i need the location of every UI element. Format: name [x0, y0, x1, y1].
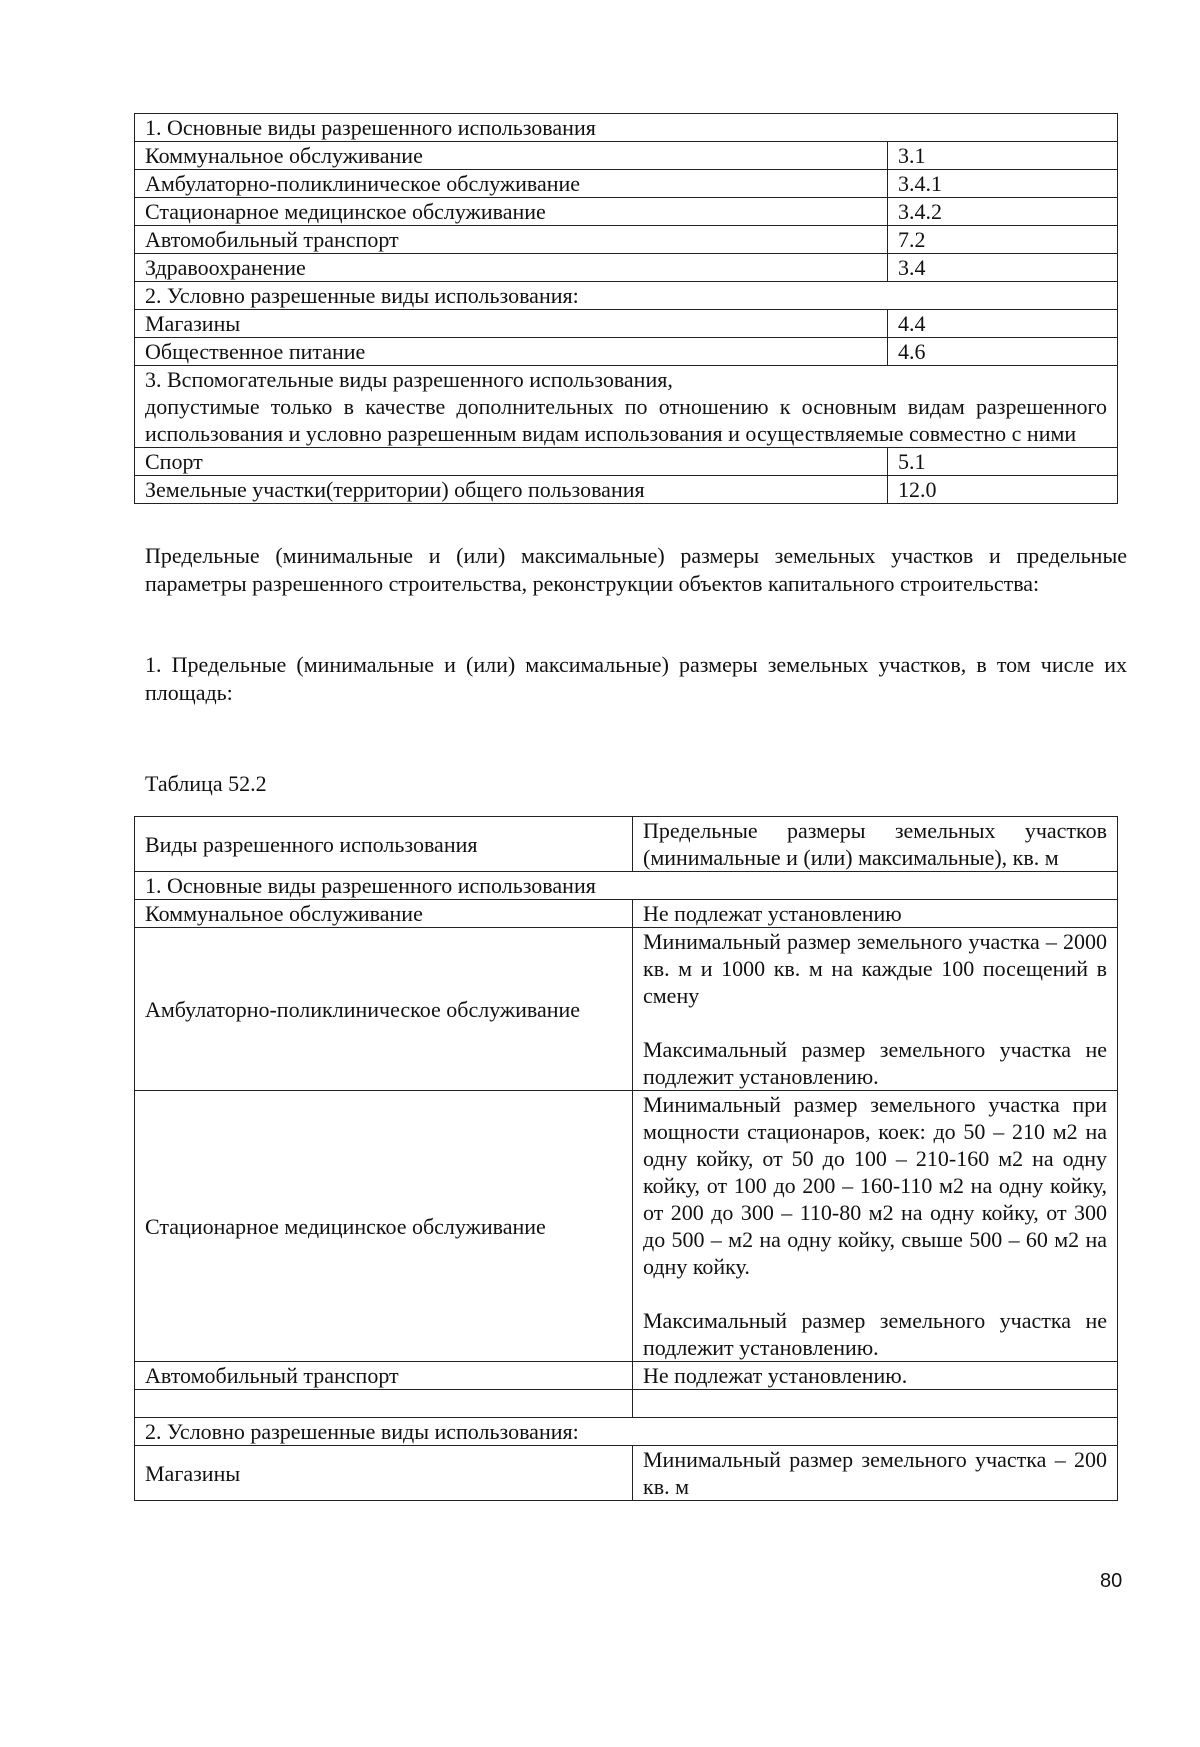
use-name: Амбулаторно-поликлиническое обслуживание: [135, 928, 633, 1091]
table-row: [135, 1091, 1118, 1362]
use-name: Амбулаторно-поликлиническое обслуживание: [135, 170, 888, 198]
min-size-text: Минимальный размер земельного участка – 2000 кв. м и 1000 кв. м на каждые 100 посещений в смену: [643, 929, 1107, 1008]
table-row: [135, 928, 1118, 1091]
table-row-empty: [135, 1390, 1118, 1418]
size-value: Не подлежат установлению: [633, 900, 1118, 928]
table-row: [135, 1418, 1118, 1446]
sizes-paragraph: 1. Предельные (минимальные и (или) максимальные) размеры земельных участков, в том числе их площадь:: [145, 652, 1127, 705]
table-row: [135, 226, 1118, 254]
max-size-text: Максимальный размер земельного участка не подлежит установлению.: [643, 1308, 1107, 1360]
use-name: Коммунальное обслуживание: [135, 142, 888, 170]
table-row: [135, 170, 1118, 198]
use-name: Магазины: [135, 1446, 633, 1501]
use-name: Автомобильный транспорт: [135, 1362, 633, 1390]
use-code: 3.1: [888, 142, 1118, 170]
table-row: [135, 114, 1118, 142]
use-name: Коммунальное обслуживание: [135, 900, 633, 928]
use-name: Магазины: [135, 310, 888, 338]
use-name: Автомобильный транспорт: [135, 226, 888, 254]
table-row: [135, 310, 1118, 338]
table-row: [135, 872, 1118, 900]
table-row: [135, 476, 1118, 504]
table-row: [135, 1362, 1118, 1390]
use-name: Земельные участки(территории) общего пользования: [135, 476, 888, 504]
spacer: [643, 1009, 1107, 1036]
use-name: Общественное питание: [135, 338, 888, 366]
use-name: Стационарное медицинское обслуживание: [135, 1091, 633, 1362]
use-code: 4.4: [888, 310, 1118, 338]
section-title: 2. Условно разрешенные виды использования:: [135, 1418, 1118, 1446]
empty-cell: [633, 1390, 1118, 1418]
use-code: 3.4: [888, 254, 1118, 282]
table-row: [135, 448, 1118, 476]
table-caption: Таблица 52.2: [145, 771, 267, 796]
use-code: 5.1: [888, 448, 1118, 476]
table-row: [135, 900, 1118, 928]
use-code: 4.6: [888, 338, 1118, 366]
min-size-text: Минимальный размер земельного участка при мощности стационаров, коек: до 50 – 210 м2 на одну койку, от 50 до 100 – 210-160 м2 на одну койку, от 100 до 200 – 160-110 м2 на одну койку, от 200 до 300 – 110-80 м2 на одну койку, от 300 до 500 – м2 на одну койку, свыше 500 – 60 м2 на одну койку.: [643, 1092, 1107, 1279]
use-code: 12.0: [888, 476, 1118, 504]
section-title: 3. Вспомогательные виды разрешенного использования,: [145, 367, 673, 392]
size-value: Минимальный размер земельного участка – 200 кв. м: [633, 1446, 1118, 1501]
spacer: [643, 1280, 1107, 1307]
table-row: [135, 142, 1118, 170]
section-title: 2. Условно разрешенные виды использования:: [135, 282, 1118, 310]
permitted-uses-table: [134, 113, 1118, 504]
table-row: [135, 198, 1118, 226]
empty-cell: [135, 1390, 633, 1418]
table-row: [135, 1446, 1118, 1501]
header-size-limits: Предельные размеры земельных участков (минимальные и (или) максимальные), кв. м: [633, 817, 1118, 872]
use-name: Стационарное медицинское обслуживание: [135, 198, 888, 226]
table-row: [135, 282, 1118, 310]
section-description: допустимые только в качестве дополнительных по отношению к основным видам разрешенного использования и условно разрешенным видам использования и осуществляемые совместно с ними: [145, 394, 1107, 446]
table-row: [135, 366, 1118, 448]
use-name: Здравоохранение: [135, 254, 888, 282]
limits-paragraph: Предельные (минимальные и (или) максимальные) размеры земельных участков и предельные параметры разрешенного строительства, реконструкции объектов капитального строительства:: [145, 543, 1127, 596]
table-row: [135, 338, 1118, 366]
use-code: 7.2: [888, 226, 1118, 254]
header-use-type: Виды разрешенного использования: [135, 817, 633, 872]
section-title: 1. Основные виды разрешенного использования: [135, 114, 1118, 142]
use-code: 3.4.1: [888, 170, 1118, 198]
use-name: Спорт: [135, 448, 888, 476]
table-row: [135, 254, 1118, 282]
size-value-cell: [633, 1091, 1118, 1362]
table-header-row: [135, 817, 1118, 872]
max-size-text: Максимальный размер земельного участка не подлежит установлению.: [643, 1037, 1107, 1089]
size-value: Не подлежат установлению.: [633, 1362, 1118, 1390]
size-value-cell: [633, 928, 1118, 1091]
section-title: 1. Основные виды разрешенного использования: [135, 872, 1118, 900]
page-number: 80: [1100, 1570, 1123, 1592]
use-code: 3.4.2: [888, 198, 1118, 226]
section-cell: [135, 366, 1118, 448]
plot-size-table: [134, 816, 1118, 1501]
